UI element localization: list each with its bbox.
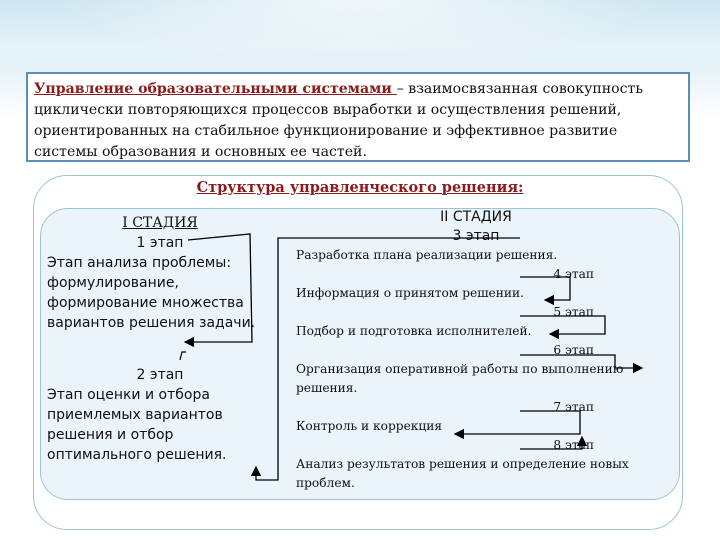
arrow-step5-step6 [520,316,605,334]
step-3-label: 3 этап [452,228,500,244]
step-4-text: Информация о принятом решении. [296,286,525,300]
arrow-step4-step5 [520,277,570,300]
step-7-text: Контроль и коррекция [296,419,443,433]
structure-title: Структура управленческого решения: [196,179,524,196]
arrow-step1-step2 [185,234,252,342]
step-1-text: Этап анализа проблемы: формулирование, формирование множества вариантов решения задачи. [47,255,256,331]
step-1-label: 1 этап [136,235,184,251]
step-6-label: 6 этап [553,343,594,357]
arrow-step6-step7 [520,355,642,368]
step-2-text: Этап оценки и отбора приемлемых вариантов решения и отбор оптимального решения. [47,387,227,463]
arrow-to-step3 [256,238,520,480]
step-3-text: Разработка плана реализации решения. [296,248,558,262]
stage-1-heading: I СТАДИЯ [122,215,198,231]
step-8-label: 8 этап [553,438,594,452]
step-7-label: 7 этап [553,400,594,414]
step-8-text: Анализ результатов решения и определение новых проблем. [296,457,629,490]
step-5-label: 5 этап [553,305,594,319]
step-2-label: 2 этап [136,367,184,383]
definition-text: – взаимосвязанная совокупность циклически повторяющихся процессов выработки и осуществления решений, ориентированных на стабильное функционирование и эффективное развитие системы образования и основных ее частей. [34,81,644,160]
step-4-label: 4 этап [553,267,594,281]
arrow-step2-step3 [180,352,186,360]
definition-term: Управление образовательными системами [34,81,397,97]
stage-2-heading: II СТАДИЯ [440,209,512,225]
arrow-step8-step1 [520,437,582,449]
step-6-text: Организация оперативной работы по выполнению решения. [296,362,624,395]
step-5-text: Подбор и подготовка исполнителей. [296,324,532,338]
arrow-step7-step8 [455,411,580,434]
